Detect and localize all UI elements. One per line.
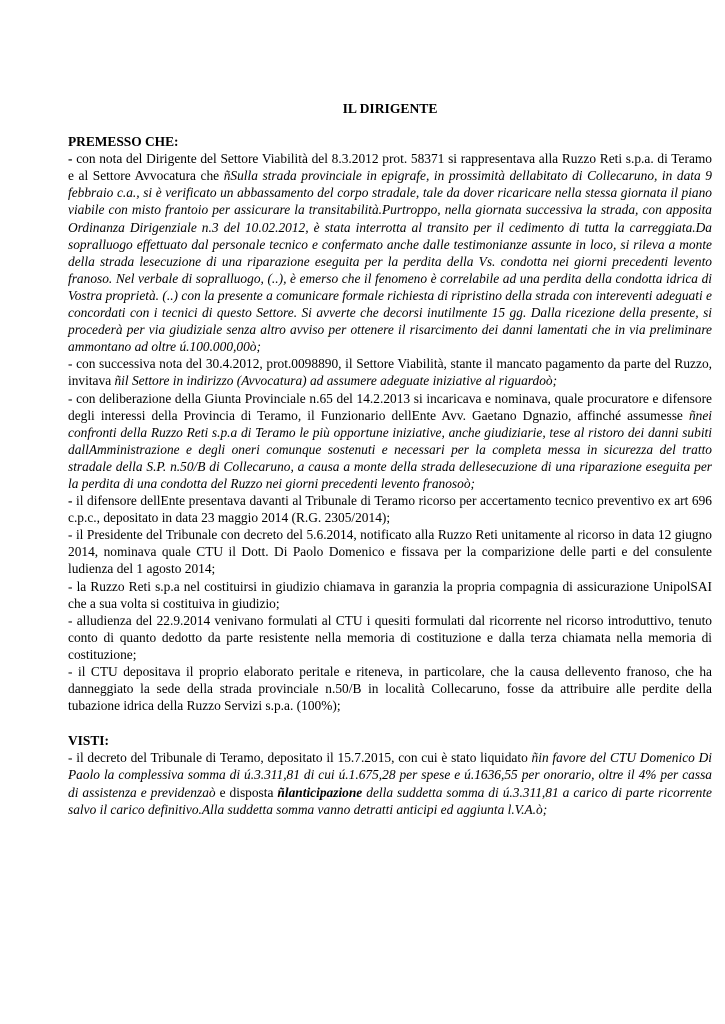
- paragraph: [68, 492, 712, 526]
- paragraph-text-run: -: [68, 493, 77, 509]
- document-page: [68, 100, 712, 818]
- paragraph: [68, 390, 712, 493]
- section-heading-visti: VISTI:: [68, 733, 109, 749]
- paragraph-text-run: il difensore dellEnte presentava davanti al Tribunale di Teramo ricorso per accertamento tecnico preventivo ex art 696 c.p.c., depositato in data 23 maggio 2014 (R.G. 2305/2014);: [68, 493, 712, 526]
- section-heading-premesso: PREMESSO CHE:: [68, 134, 179, 150]
- paragraph-text-run: - con successiva nota del 30.4.2012, prot.0098890, il Settore Viabilità, stante il mancato pagamento da parte del Ruzzo, invitava: [68, 356, 712, 389]
- paragraph: [68, 612, 712, 663]
- paragraph: [68, 578, 712, 612]
- document-title: IL DIRIGENTE: [342, 101, 438, 116]
- visti-paragraphs: [68, 749, 712, 817]
- paragraph-text-run: ñil Settore in indirizzo (Avvocatura) ad assumere adeguate iniziative al riguardoò;: [114, 373, 558, 389]
- paragraph-text-run: della suddetta somma di ú.3.311,81 a carico di parte ricorrente salvo il carico definitivo.Alla suddetta somma vanno detratti anticipi ed aggiunta l.V.A.ò;: [68, 784, 712, 817]
- paragraph-text-run: -: [68, 151, 77, 167]
- paragraph: [68, 526, 712, 577]
- paragraph-text-run: - con deliberazione della Giunta Provinciale n.65 del 14.2.2013 si incaricava e nominava, quale procuratore e difensore degli interessi della Provincia di Teramo, il Funzionario dellEnte Avv. Gaetano Dgnazio, affinché assumesse: [68, 390, 712, 423]
- paragraph-text-run: - la Ruzzo Reti s.p.a nel costituirsi in giudizio chiamava in garanzia la propria compagnia di assicurazione UnipolSAI che a sua volta si costituiva in giudizio;: [68, 578, 712, 611]
- paragraph: [68, 749, 712, 817]
- paragraph-text-run: - il decreto del Tribunale di Teramo, depositato il 15.7.2015, con cui è stato liquidato: [68, 750, 532, 766]
- paragraph-text-run: - alludienza del 22.9.2014 venivano formulati al CTU i quesiti formulati dal ricorrente nel ricorso introduttivo, tenuto conto di quanto dedotto da parte resistente nella memoria di costituzione e dalla terza chiamata nella memoria di costituzione;: [68, 612, 712, 662]
- paragraph-text-run: ñnei confronti della Ruzzo Reti s.p.a di Teramo le più opportune iniziative, anche giudiziarie, tese al ristoro dei danni subiti dallAmministrazione e degli oneri comunque sostenuti e necessari per la completa messa in sicurezza del tratto stradale della S.P. n.50/B di Collecaruno, a causa a monte della strada dellesecuzione di una riparazione eseguita per la perdita di una condotta del Ruzzo nei giorni precedenti levento franosoò;: [68, 407, 712, 491]
- paragraph-text-run: - il Presidente del Tribunale con decreto del 5.6.2014, notificato alla Ruzzo Reti unitamente al ricorso in data 12 giugno 2014, nominava quale CTU il Dott. Di Paolo Domenico e fissava per la comparizione delle parti e del consulente ludienza del 1 agosto 2014;: [68, 527, 712, 577]
- paragraph: [68, 355, 712, 389]
- premesso-paragraphs: [68, 150, 712, 714]
- paragraph: [68, 150, 712, 355]
- paragraph-text-run: ñin favore del CTU Domenico Di Paolo la complessiva somma di ú.3.311,81 di cui ú.1.675,28 per spese e ú.1636,55 per onorario, oltre il 4% per cassa di assistenza e previdenzaò: [68, 750, 712, 800]
- paragraph-text-run: - il CTU depositava il proprio elaborato peritale e riteneva, in particolare, che la causa dellevento franoso, che ha danneggiato la sede della strada provinciale n.50/B in località Collecaruno, fosse da attribuire alle perdite della tubazione idrica della Ruzzo Servizi s.p.a. (100%);: [68, 664, 712, 714]
- paragraph-text-run: con nota del Dirigente del Settore Viabilità del 8.3.2012 prot. 58371 si rappresentava alla Ruzzo Reti s.p.a. di Teramo e al Settore Avvocatura che: [68, 151, 712, 184]
- paragraph-text-run: e disposta: [215, 784, 278, 800]
- paragraph-text-run: ñlanticipazione: [277, 784, 363, 800]
- paragraph-text-run: ñSulla strada provinciale in epigrafe, in prossimità dellabitato di Collecaruno, in data 9 febbraio c.a., si è verificato un abbassamento del corpo stradale, tale da dover ricaricare nella stessa giornata il piano viabile con misto frantoio per assicurare la transitabilità.Purtroppo, nella giornata successiva la strada, con apposita Ordinanza Dirigenziale n.3 del 10.02.2012, è stata interrotta al transito per il cedimento di tutta la carreggiata.Da sopralluogo effettuato dal personale tecnico e confermato anche dalle testimonianze assunte in loco, si rileva a monte della strada lesecuzione di una riparazione eseguita per la perdita della Vs. condotta nei giorni precedenti levento franoso. Nel verbale di sopralluogo, (..), è emerso che il fenomeno è correlabile ad una perdita della condotta idrica di Vostra proprietà. (..) con la presente a comunicare formale richiesta di ripristino della strada con intereventi adeguati e concordati con i tecnici di questo Settore. Si avverte che decorsi inutilmente 15 gg. Dalla ricezione della presente, si procederà per via giudiziale senza altro avviso per ottenere il risarcimento dei danni lamentati che in via preliminare ammontano ad oltre ú.100.000,00ò;: [68, 168, 712, 355]
- paragraph: [68, 663, 712, 714]
